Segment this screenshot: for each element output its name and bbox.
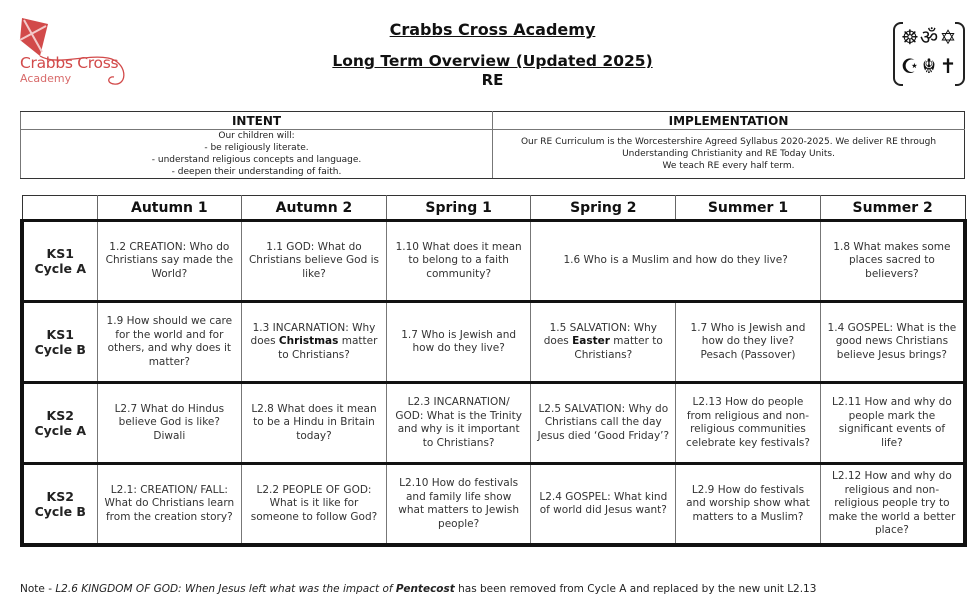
row-header [22, 302, 97, 383]
table-row [22, 464, 965, 546]
unit-cell: 1.1 GOD: What do Christians believe God is like? [242, 221, 387, 302]
cycle-label: Cycle A [34, 423, 87, 438]
logo-sub: Academy [20, 72, 72, 85]
page-title: Crabbs Cross Academy [389, 20, 596, 39]
unit-cell: L2.12 How and why do religious and non-religious people try to make the world a better place? [820, 464, 965, 546]
row-header [22, 464, 97, 546]
unit-cell-merged: 1.6 Who is a Muslim and how do they live? [531, 221, 820, 302]
unit-highlight: Easter [572, 335, 610, 348]
star-of-david-icon: ✡ [939, 25, 957, 49]
khanda-icon: ☬ [921, 54, 937, 78]
corner-cell [22, 196, 97, 221]
term-header: Summer 1 [676, 196, 821, 221]
unit-cell: 1.8 What makes some places sacred to believers? [820, 221, 965, 302]
row-header [22, 383, 97, 464]
implementation-line: Understanding Christianity and RE Today Units. [622, 149, 835, 159]
logo-name: Crabbs Cross [20, 54, 119, 72]
implementation-line: We teach RE every half term. [662, 161, 795, 171]
unit-cell: L2.2 PEOPLE OF GOD: What is it like for someone to follow God? [242, 464, 387, 546]
unit-cell: L2.10 How do festivals and family life show what matters to Jewish people? [386, 464, 531, 546]
note-prefix: Note - [20, 583, 56, 595]
intent-line: - be religiously literate. [204, 143, 309, 153]
unit-cell: L2.9 How do festivals and worship show what matters to a Muslim? [676, 464, 821, 546]
cycle-label: Cycle A [34, 261, 87, 276]
intent-body [21, 130, 493, 179]
unit-text: 1.5 SALVATION: Why does [543, 321, 657, 348]
intent-line: Our children will: [218, 131, 295, 141]
note-unit: L2.6 KINGDOM OF GOD: When Jesus left what was the impact of [55, 583, 396, 595]
unit-cell: 1.4 GOSPEL: What is the good news Christians believe Jesus brings? [820, 302, 965, 383]
key-stage-label: KS1 [46, 246, 74, 261]
unit-cell: L2.11 How and why do people mark the significant events of life? [820, 383, 965, 464]
key-stage-label: KS1 [46, 327, 74, 342]
title-block [300, 20, 685, 89]
unit-cell: 1.7 Who is Jewish and how do they live? [386, 302, 531, 383]
unit-cell [242, 302, 387, 383]
intent-line: - understand religious concepts and language. [151, 155, 362, 165]
unit-cell: L2.3 INCARNATION/ GOD: What is the Trinity and why is it important to Christians? [386, 383, 531, 464]
long-term-overview-table [20, 195, 967, 547]
page-subtitle: Long Term Overview (Updated 2025) [332, 52, 653, 70]
term-header: Autumn 1 [97, 196, 242, 221]
unit-cell: 1.7 Who is Jewish and how do they live? Pesach (Passover) [676, 302, 821, 383]
subject-label: RE [481, 71, 504, 89]
cycle-label: Cycle B [34, 342, 86, 357]
key-stage-label: KS2 [46, 489, 74, 504]
unit-cell [531, 302, 676, 383]
unit-cell: L2.7 What do Hindus believe God is like? Diwali [97, 383, 242, 464]
intent-implementation-table [20, 111, 965, 179]
term-header: Spring 1 [386, 196, 531, 221]
intent-heading: INTENT [21, 112, 493, 130]
unit-cell: L2.1: CREATION/ FALL: What do Christians learn from the creation story? [97, 464, 242, 546]
term-header-row [22, 196, 965, 221]
om-icon: ॐ [919, 25, 939, 49]
unit-cell: 1.2 CREATION: Who do Christians say made the World? [97, 221, 242, 302]
term-header: Summer 2 [820, 196, 965, 221]
implementation-heading: IMPLEMENTATION [493, 112, 965, 130]
table-row [22, 302, 965, 383]
note-highlight: Pentecost [395, 583, 455, 595]
key-stage-label: KS2 [46, 408, 74, 423]
unit-cell: L2.4 GOSPEL: What kind of world did Jesus want? [531, 464, 676, 546]
dharma-wheel-icon: ☸ [901, 25, 919, 49]
unit-cell: L2.13 How do people from religious and non-religious communities celebrate key festivals? [676, 383, 821, 464]
unit-highlight: Christmas [278, 335, 339, 348]
unit-cell: 1.10 What does it mean to belong to a faith community? [386, 221, 531, 302]
footer-note [20, 583, 816, 595]
unit-cell: L2.5 SALVATION: Why do Christians call the day Jesus died ‘Good Friday’? [531, 383, 676, 464]
cycle-label: Cycle B [34, 504, 86, 519]
implementation-body [493, 130, 965, 179]
intent-line: - deepen their understanding of faith. [171, 167, 342, 177]
unit-text: matter to Christians? [278, 335, 378, 361]
unit-text: 1.3 INCARNATION: Why does [250, 321, 376, 348]
table-row [22, 221, 965, 302]
term-header: Autumn 2 [242, 196, 387, 221]
unit-cell: 1.9 How should we care for the world and for others, and why does it matter? [97, 302, 242, 383]
row-header [22, 221, 97, 302]
term-header: Spring 2 [531, 196, 676, 221]
unit-cell: L2.8 What does it mean to be a Hindu in Britain today? [242, 383, 387, 464]
note-suffix: has been removed from Cycle A and replaced by the new unit L2.13 [454, 583, 817, 595]
faith-symbols [893, 22, 965, 84]
unit-text: matter to Christians? [574, 335, 663, 361]
table-row [22, 383, 965, 464]
crescent-star-icon: ☪ [901, 54, 919, 78]
cross-icon: ✝ [939, 54, 957, 78]
implementation-line: Our RE Curriculum is the Worcestershire Agreed Syllabus 2020-2025. We deliver RE through [520, 137, 937, 147]
